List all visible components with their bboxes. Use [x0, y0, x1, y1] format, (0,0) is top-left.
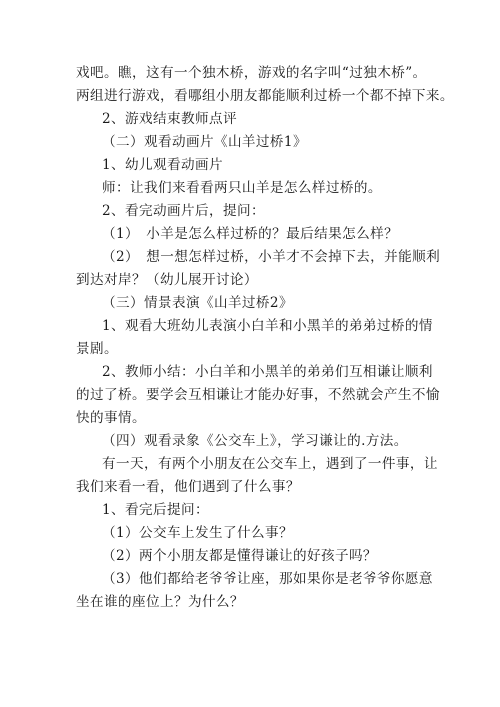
text-line: 戏吧。瞧，这有一个独木桥，游戏的名字叫“过独木桥”。 [76, 65, 427, 81]
text-line: 1、看完后提问： [102, 502, 210, 518]
text-line: 1、幼儿观看动画片 [102, 157, 223, 173]
text-line: （3）他们都给老爷爷让座，那如果你是老爷爷你愿意 [102, 571, 433, 587]
section-heading: （四）观看录象《公交车上》，学习谦让的.方法。 [102, 433, 408, 449]
text-line: 1、观看大班幼儿表演小白羊和小黑羊的弟弟过桥的情 [102, 318, 433, 334]
text-line: 2、看完动画片后，提问： [102, 203, 265, 219]
section-heading: （二）观看动画片《山羊过桥1》 [102, 134, 307, 150]
text-line: 坐在谁的座位上？为什么？ [76, 594, 244, 610]
text-line: 景剧。 [76, 341, 118, 357]
text-line: （2）两个小朋友都是懂得谦让的好孩子吗？ [102, 548, 377, 564]
text-line: （1） 小羊是怎么样过桥的？最后结果怎么样？ [102, 226, 399, 242]
text-line: 快的事情。 [76, 410, 146, 426]
text-line: 我们来看一看，他们遇到了什么事？ [76, 479, 300, 495]
text-line: （1）公交车上发生了什么事？ [102, 525, 293, 541]
text-line: 的过了桥。要学会互相谦让才能办好事，不然就会产生不愉 [76, 387, 440, 403]
text-line: 有一天，有两个小朋友在公交车上，遇到了一件事，让 [102, 456, 438, 472]
text-line: 师：让我们来看看两只山羊是怎么样过桥的。 [102, 180, 382, 196]
text-line: （2） 想一想怎样过桥，小羊才不会掉下去，并能顺利 [102, 249, 441, 265]
text-line: 到达对岸？（幼儿展开讨论） [76, 272, 258, 288]
text-line: 2、游戏结束教师点评 [102, 111, 237, 127]
text-line: 两组进行游戏，看哪组小朋友都能顺利过桥一个都不掉下来。 [76, 88, 454, 104]
section-heading: （三）情景表演《山羊过桥2》 [102, 295, 293, 311]
text-line: 2、教师小结：小白羊和小黑羊的弟弟们互相谦让顺利 [102, 364, 433, 380]
